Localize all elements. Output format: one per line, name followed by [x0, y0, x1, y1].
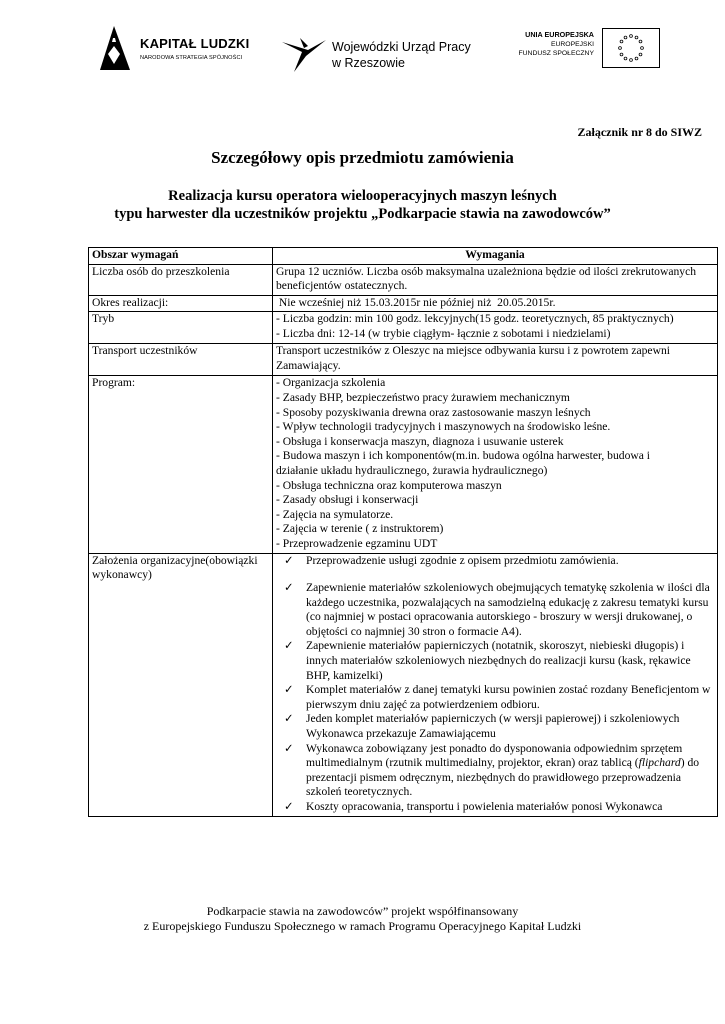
list-item	[276, 581, 714, 639]
logo-header	[0, 20, 725, 80]
subtitle-line1: Realizacja kursu operatora wielooperacyjnych maszyn leśnych	[168, 188, 557, 204]
footer-line1: Podkarpacie stawia na zawodowców” projekt współfinansowany	[206, 904, 519, 918]
participants-value: Grupa 12 uczniów. Liczba osób maksymalna uzależniona będzie od ilości zrekrutowanych beneficjentów ostatecznych.	[273, 264, 718, 295]
program-item: - Obsługa techniczna oraz komputerowa maszyn	[276, 478, 502, 492]
assumption-text: Przeprowadzenie usługi zgodnie z opisem przedmiotu zamówienia.	[306, 553, 619, 567]
kapital-ludzki-logo	[94, 24, 254, 76]
program-item: - Przeprowadzenie egzaminu UDT	[276, 536, 438, 550]
eu-logo	[510, 27, 660, 71]
header-requirements: Wymagania	[273, 248, 718, 265]
transport-value: Transport uczestników z Oleszyc na miejsce odbywania kursu i z powrotem zapewni Zamawiający.	[273, 344, 718, 376]
checkmark-icon: ✓	[284, 741, 294, 755]
list-item	[276, 712, 714, 741]
eu-line1: UNIA EUROPEJSKA	[525, 30, 594, 39]
mode-line2: - Liczba dni: 12-14 (w trybie ciągłym- łącznie z sobotami i niedzielami)	[276, 326, 611, 340]
period-label: Okres realizacji:	[89, 295, 273, 312]
assumption-text: Zapewnienie materiałów papierniczych (notatnik, skoroszyt, niebieski długopis) i innych materiałów szkoleniowych niezbędnych do realizacji kursu (kask, rękawice BHP, kamizelki)	[306, 639, 691, 682]
program-value	[273, 376, 718, 553]
wup-rzeszow-logo	[280, 32, 490, 78]
header-area: Obszar wymagań	[89, 248, 273, 265]
checkmark-icon: ✓	[284, 581, 294, 595]
assumption-text-part2: ) do prezentacji pismem odręcznym, niezbędnych do prawidłowego przeprowadzenia szkoleń teoretycznych.	[306, 756, 700, 799]
assumptions-list	[276, 554, 714, 815]
list-item	[276, 800, 714, 815]
checkmark-icon: ✓	[284, 800, 294, 813]
checkmark-icon: ✓	[284, 712, 294, 726]
kapital-ludzki-name: KAPITAŁ LUDZKI	[140, 36, 250, 51]
wup-line2: w Rzeszowie	[332, 56, 405, 70]
mode-label: Tryb	[89, 312, 273, 344]
wup-bird-icon	[280, 32, 328, 76]
assumption-text	[306, 742, 699, 799]
annex-label: Załącznik nr 8 do SIWZ	[577, 125, 702, 139]
document-title: Szczegółowy opis przedmiotu zamówienia	[211, 148, 514, 167]
document-subtitle	[0, 187, 725, 223]
program-item: - Budowa maszyn i ich komponentów(m.in. budowa ogólna harwester, budowa i	[276, 449, 651, 463]
list-item	[276, 742, 714, 800]
checkmark-icon: ✓	[284, 639, 294, 653]
row-mode	[89, 312, 718, 344]
eu-logo-text	[518, 30, 594, 58]
requirements-table	[88, 247, 718, 817]
assumption-text: Zapewnienie materiałów szkoleniowych obejmujących tematykę szkolenia w ilości dla każdego uczestnika, pozwalających na samodzielną edukację z zakresu tematyki kursu (co najmniej w postaci opracowania autorskiego - broszury w wersji drukowanej, o objętości co najmniej 30 stron o formacie A4).	[306, 581, 710, 638]
program-label: Program:	[89, 376, 273, 553]
program-item: - Zasady BHP, bezpieczeństwo pracy żurawiem mechanicznym	[276, 390, 570, 404]
program-item: - Obsługa i konserwacja maszyn, diagnoza i usuwanie usterek	[276, 434, 564, 448]
footer-line2: z Europejskiego Funduszu Społecznego w ramach Programu Operacyjnego Kapitał Ludzki	[143, 919, 582, 933]
list-item	[276, 639, 714, 683]
program-item: - Zajęcia w terenie ( z instruktorem)	[276, 522, 444, 536]
row-transport	[89, 344, 718, 376]
row-participants	[89, 264, 718, 295]
subtitle-line2: typu harwester dla uczestników projektu „Podkarpacie stawia na zawodowców”	[114, 206, 611, 222]
program-item: działanie układu hydraulicznego, żurawia hydraulicznego)	[276, 463, 548, 477]
checkmark-icon: ✓	[284, 553, 294, 567]
program-item: - Wpływ technologii tradycyjnych i maszynowych na środowisko leśne.	[276, 420, 611, 434]
assumptions-value	[273, 553, 718, 816]
transport-label: Transport uczestników	[89, 344, 273, 376]
assumption-text: Komplet materiałów z danej tematyki kursu powinien zostać rozdany Beneficjentom w pierwszym dniu zajęć za potwierdzeniem odbioru.	[306, 683, 711, 711]
program-item: - Sposoby pozyskiwania drewna oraz zastosowanie maszyn leśnych	[276, 405, 591, 419]
eu-stars-icon	[603, 29, 659, 67]
assumption-text-part1: Wykonawca zobowiązany jest ponadto do dysponowania odpowiednim sprzętem multimedialnym (rzutnik multimedialny, projektor, ekran) oraz tablicą (	[306, 741, 683, 770]
assumption-text: Koszty opracowania, transportu i powielenia materiałów ponosi Wykonawca	[306, 800, 663, 813]
table-header-row	[89, 248, 718, 265]
flipchart-term: flipchard	[638, 756, 681, 770]
program-item: - Zajęcia na symulatorze.	[276, 507, 394, 521]
list-item	[276, 683, 714, 712]
mode-line1: - Liczba godzin: min 100 godz. lekcyjnych(15 godz. teoretycznych, 85 praktycznych)	[276, 312, 674, 326]
mode-value	[273, 312, 718, 344]
eu-line2: EUROPEJSKI	[550, 41, 594, 48]
page-footer	[0, 904, 725, 934]
row-program	[89, 376, 718, 553]
program-item: - Organizacja szkolenia	[276, 376, 386, 390]
eu-flag-icon	[602, 28, 660, 68]
participants-label: Liczba osób do przeszkolenia	[89, 264, 273, 295]
kapital-ludzki-emblem-icon	[94, 24, 136, 72]
wup-line1: Wojewódzki Urząd Pracy	[332, 40, 471, 54]
assumptions-label: Założenia organizacyjne(obowiązki wykonawcy)	[89, 553, 273, 816]
eu-line3: FUNDUSZ SPOŁECZNY	[518, 50, 594, 57]
row-assumptions	[89, 553, 718, 816]
program-item: - Zasady obsługi i konserwacji	[276, 493, 419, 507]
row-period	[89, 295, 718, 312]
kapital-ludzki-subtitle: NARODOWA STRATEGIA SPÓJNOŚCI	[140, 55, 243, 61]
checkmark-icon: ✓	[284, 683, 294, 697]
period-value: Nie wcześniej niż 15.03.2015r nie później niż 20.05.2015r.	[273, 295, 718, 312]
list-item	[276, 554, 714, 569]
assumption-text: Jeden komplet materiałów papierniczych (w wersji papierowej) i szkoleniowych Wykonawca przekazuje Zamawiającemu	[306, 712, 680, 741]
